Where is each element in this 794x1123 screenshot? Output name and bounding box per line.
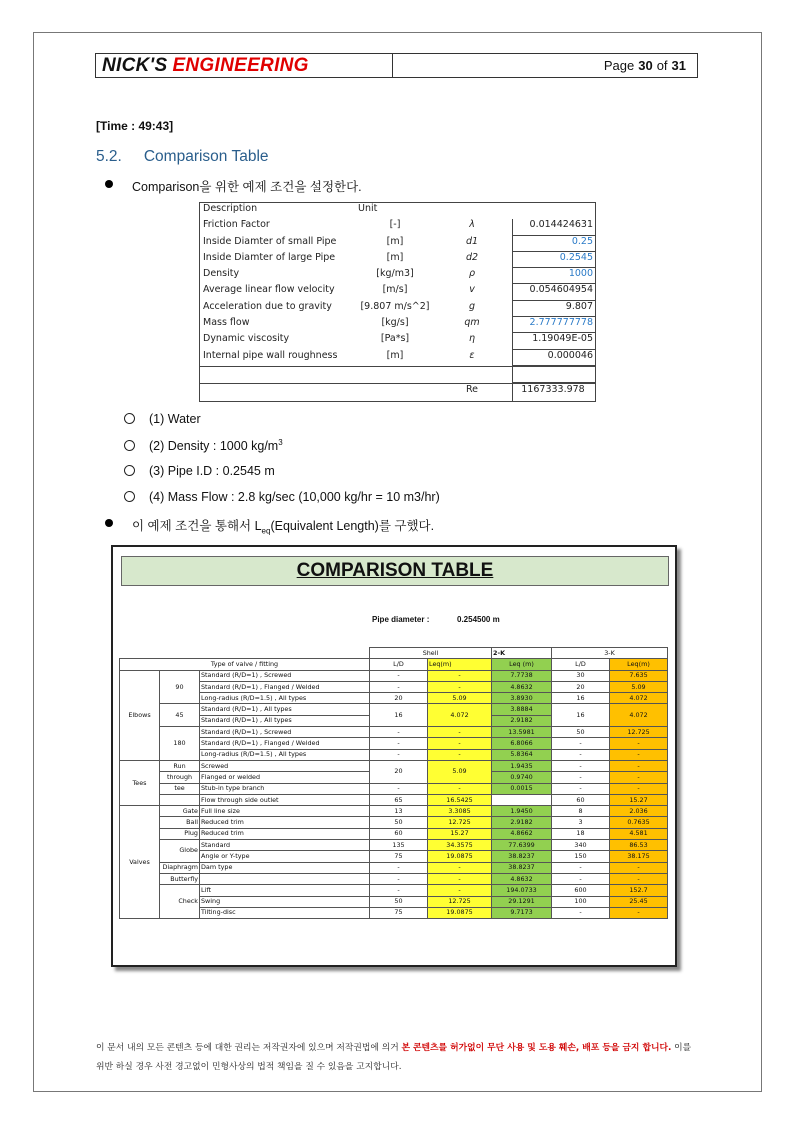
time-stamp: [Time : 49:43] <box>96 119 174 133</box>
bullet-item: 이 예제 조건을 통해서 $L_{eq}(Equivalent$ Length)를 구했다. <box>132 516 434 536</box>
table-row: Tilting-disc 75 19.0875 9.7173 - - <box>120 907 668 918</box>
param-row: Friction Factor [-] λ 0.014424631 <box>200 219 595 235</box>
param-re-row: Re 1167333.978 <box>200 383 595 400</box>
condition-item: (3) Pipe I.D : 0.2545 m <box>124 464 275 478</box>
comparison-table-image <box>111 545 677 967</box>
bullet-item: Comparison을 위한 예제 조건을 설정한다. <box>132 177 362 195</box>
table-row: 45 Standard (R/D=1) , All types 16 4.072 3.8884 16 4.072 <box>120 704 668 715</box>
param-row: Internal pipe wall roughness [m] ε 0.000046 <box>200 350 595 366</box>
table-row: Butterfly - - 4.8632 - - <box>120 873 668 884</box>
page-number: Page 30 of 31 <box>603 58 686 73</box>
param-row: Dynamic viscosity [Pa*s] η 1.19049E-05 <box>200 333 595 349</box>
bullet-icon <box>105 180 113 188</box>
table-row: Standard (R/D=1) , Flanged / Welded - - 6.8066 - - <box>120 738 668 749</box>
table-row: through Flanged or welded 0.9740 - - <box>120 772 668 783</box>
page-header <box>95 53 698 78</box>
table-row: Tees Run Screwed 20 5.09 1.9435 - - <box>120 760 668 771</box>
condition-item: (4) Mass Flow : 2.8 kg/sec (10,000 kg/hr = 10 m3/hr) <box>124 490 440 504</box>
pipe-diameter-label: Pipe diameter : <box>372 615 430 624</box>
condition-item: (2) Density : 1000 $kg/m^3$ <box>124 438 283 453</box>
comparison-title: COMPARISON TABLE <box>121 556 669 586</box>
param-rows <box>200 219 595 366</box>
circle-bullet-icon <box>124 465 135 476</box>
table-row: tee Stub-in type branch - - 0.0015 - - <box>120 783 668 794</box>
param-row: Inside Diamter of large Pipe [m] d2 0.2545 <box>200 252 595 268</box>
section-heading: 5.2. Comparison Table <box>96 148 269 165</box>
table-row: 180 Standard (R/D=1) , Screwed - - 13.5981 50 12.725 <box>120 727 668 738</box>
param-row: Mass flow [kg/s] qm 2.777777778 <box>200 317 595 333</box>
param-row: Inside Diamter of small Pipe [m] d1 0.25 <box>200 236 595 252</box>
circle-bullet-icon <box>124 440 135 451</box>
table-row: Swing 50 12.725 29.1291 100 25.45 <box>120 896 668 907</box>
bullet-icon <box>105 519 113 527</box>
condition-item: (1) Water <box>124 412 201 426</box>
table-row: Diaphragm Dam type - - 38.8237 - - <box>120 862 668 873</box>
table-row: Elbows 90 Standard (R/D=1) , Screwed - - 7.7738 30 7.635 <box>120 670 668 681</box>
brand-logo: NICK'S ENGINEERING <box>96 54 393 77</box>
pipe-diameter-value: 0.254500 m <box>457 615 500 624</box>
table-row: Valves Gate Full line size 13 3.3085 1.9450 8 2.036 <box>120 806 668 817</box>
param-row: Average linear flow velocity [m/s] v 0.054604954 <box>200 284 595 300</box>
table-row: Standard (R/D=1) , All types 2.9182 <box>120 715 668 726</box>
table-row: Flow through side outlet 65 16.5425 60 15.27 <box>120 794 668 805</box>
parameter-table <box>199 202 596 402</box>
column-header-row: Type of valve / fitting L/D Leq(m) Leq (m) L/D Leq(m) <box>120 659 668 670</box>
table-row: Standard (R/D=1) , Flanged / Welded - - 4.8632 20 5.09 <box>120 681 668 692</box>
group-header-row: Shell 2-K 3-K <box>120 648 668 659</box>
param-blank-row <box>200 366 595 383</box>
table-row: Ball Reduced trim 50 12.725 2.9182 3 0.7635 <box>120 817 668 828</box>
table-row: Angle or Y-type 75 19.0875 38.8237 150 38.175 <box>120 851 668 862</box>
table-row: Globe Standard 135 34.3575 77.6399 340 86.53 <box>120 840 668 851</box>
param-row: Acceleration due to gravity [9.807 m/s^2] g 9.807 <box>200 301 595 317</box>
circle-bullet-icon <box>124 413 135 424</box>
table-row: Check Lift - - 194.0733 600 152.7 <box>120 885 668 896</box>
copyright-footer: 이 문서 내의 모든 콘텐츠 등에 대한 권리는 저작권자에 있으며 저작권법에 의거 본 콘텐츠를 허가없이 무단 사용 및 도용 훼손, 배포 등을 금지 합니다. 이를 위반 하실 경우 사전 경고없이 민형사상의 법적 책임을 질 수 있음을 고지합니다. <box>96 1043 692 1072</box>
param-row: Density [kg/m3] ρ 1000 <box>200 268 595 284</box>
table-row: Plug Reduced trim 60 15.27 4.8662 18 4.581 <box>120 828 668 839</box>
comparison-table <box>119 647 668 919</box>
param-header-row: Description Unit <box>200 203 595 219</box>
table-row: Long-radius (R/D=1.5) , All types 20 5.09 3.8930 16 4.072 <box>120 693 668 704</box>
table-row: Long-radius (R/D=1.5) , All types - - 5.8364 - - <box>120 749 668 760</box>
circle-bullet-icon <box>124 491 135 502</box>
